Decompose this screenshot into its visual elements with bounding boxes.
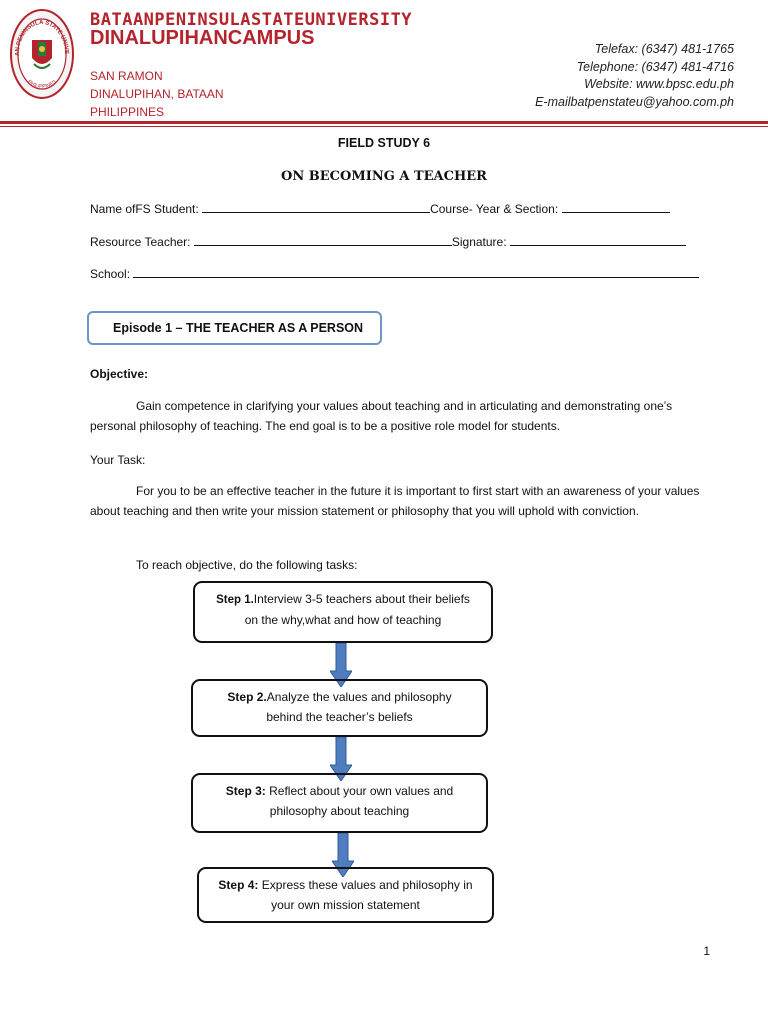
telephone: Telephone: (6347) 481-4716 — [576, 60, 734, 74]
step-1-label: Step 1. — [216, 594, 254, 606]
task-intro: To reach objective, do the following tasks: — [136, 558, 358, 572]
step-1-line-1: Interview 3-5 teachers about their beliefs — [253, 592, 470, 606]
campus-name: DINALUPIHANCAMPUS — [90, 27, 315, 49]
resource-teacher-row — [90, 235, 686, 249]
header-divider-thick — [0, 121, 768, 124]
resource-teacher-blank[interactable] — [194, 235, 452, 246]
step-4-label: Step 4: — [218, 878, 259, 892]
university-name: BATAANPENINSULASTATEUNIVERSITY — [90, 10, 413, 30]
signature-label: Signature: — [451, 235, 507, 249]
document-title: FIELD STUDY 6 — [337, 136, 431, 150]
step-2-label: Step 2. — [227, 690, 267, 704]
step-2-box — [191, 679, 488, 737]
step-3-label: Step 3: — [225, 784, 266, 798]
step-3-box — [191, 773, 488, 833]
step-4-line-1: Express these values and philosophy in — [258, 878, 473, 892]
step-1-box — [193, 581, 493, 643]
header-divider-thin — [0, 126, 768, 127]
school-row — [90, 267, 699, 281]
step-2-line-1: Analyze the values and philosophy — [266, 690, 452, 704]
step-4-box — [197, 867, 494, 923]
student-name-blank[interactable] — [202, 202, 430, 213]
objective-text: Gain competence in clarifying your values about teaching and in articulating and demonstrating one’s personal philosophy of teaching. The end goal is to be a positive role model for students. — [90, 399, 673, 433]
website: Website: www.bpsc.edu.ph — [584, 77, 734, 91]
svg-text:PHILIPPINES: PHILIPPINES — [26, 79, 58, 90]
step-4-line-2: your own mission statement — [271, 898, 420, 912]
episode-title-box: Episode 1 – THE TEACHER AS A PERSON — [87, 311, 382, 345]
student-label: Name ofFS Student: — [90, 202, 199, 216]
step-3-line-2: philosophy about teaching — [269, 804, 410, 818]
university-seal-logo — [10, 8, 74, 100]
task-text: For you to be an effective teacher in the future it is important to first start with an awareness of your values about teaching and then write your mission statement or philosophy that you will uphold with conviction. — [90, 484, 700, 518]
objective-heading: Objective: — [90, 367, 149, 381]
student-row — [90, 202, 670, 216]
task-heading: Your Task: — [90, 453, 146, 467]
course-label: Course- Year & Section: — [430, 202, 559, 216]
email: E-mailbatpenstateu@yahoo.com.ph — [535, 95, 734, 109]
school-label: School: — [90, 267, 131, 281]
address-line-1: SAN RAMON — [90, 69, 163, 83]
resource-teacher-label: Resource Teacher: — [90, 235, 191, 249]
step-2-line-2: behind the teacher’s beliefs — [266, 710, 413, 724]
address-line-3: PHILIPPINES — [90, 105, 165, 117]
step-3-line-1: Reflect about your own values and — [265, 784, 454, 798]
step-1-line-2: on the why,what and how of teaching — [244, 613, 442, 627]
telefax: Telefax: (6347) 481-1765 — [594, 42, 734, 56]
school-blank[interactable] — [133, 267, 699, 278]
address-line-2: DINALUPIHAN, BATAAN — [90, 87, 224, 101]
course-section-blank[interactable] — [562, 202, 670, 213]
page-number: 1 — [703, 944, 710, 958]
svg-text:BATAAN PENINSULA STATE UNIVERS: AN PENINSULA STATE UNIVE — [14, 19, 70, 57]
document-subtitle: ON BECOMING A TEACHER — [281, 169, 487, 184]
signature-blank[interactable] — [510, 235, 686, 246]
